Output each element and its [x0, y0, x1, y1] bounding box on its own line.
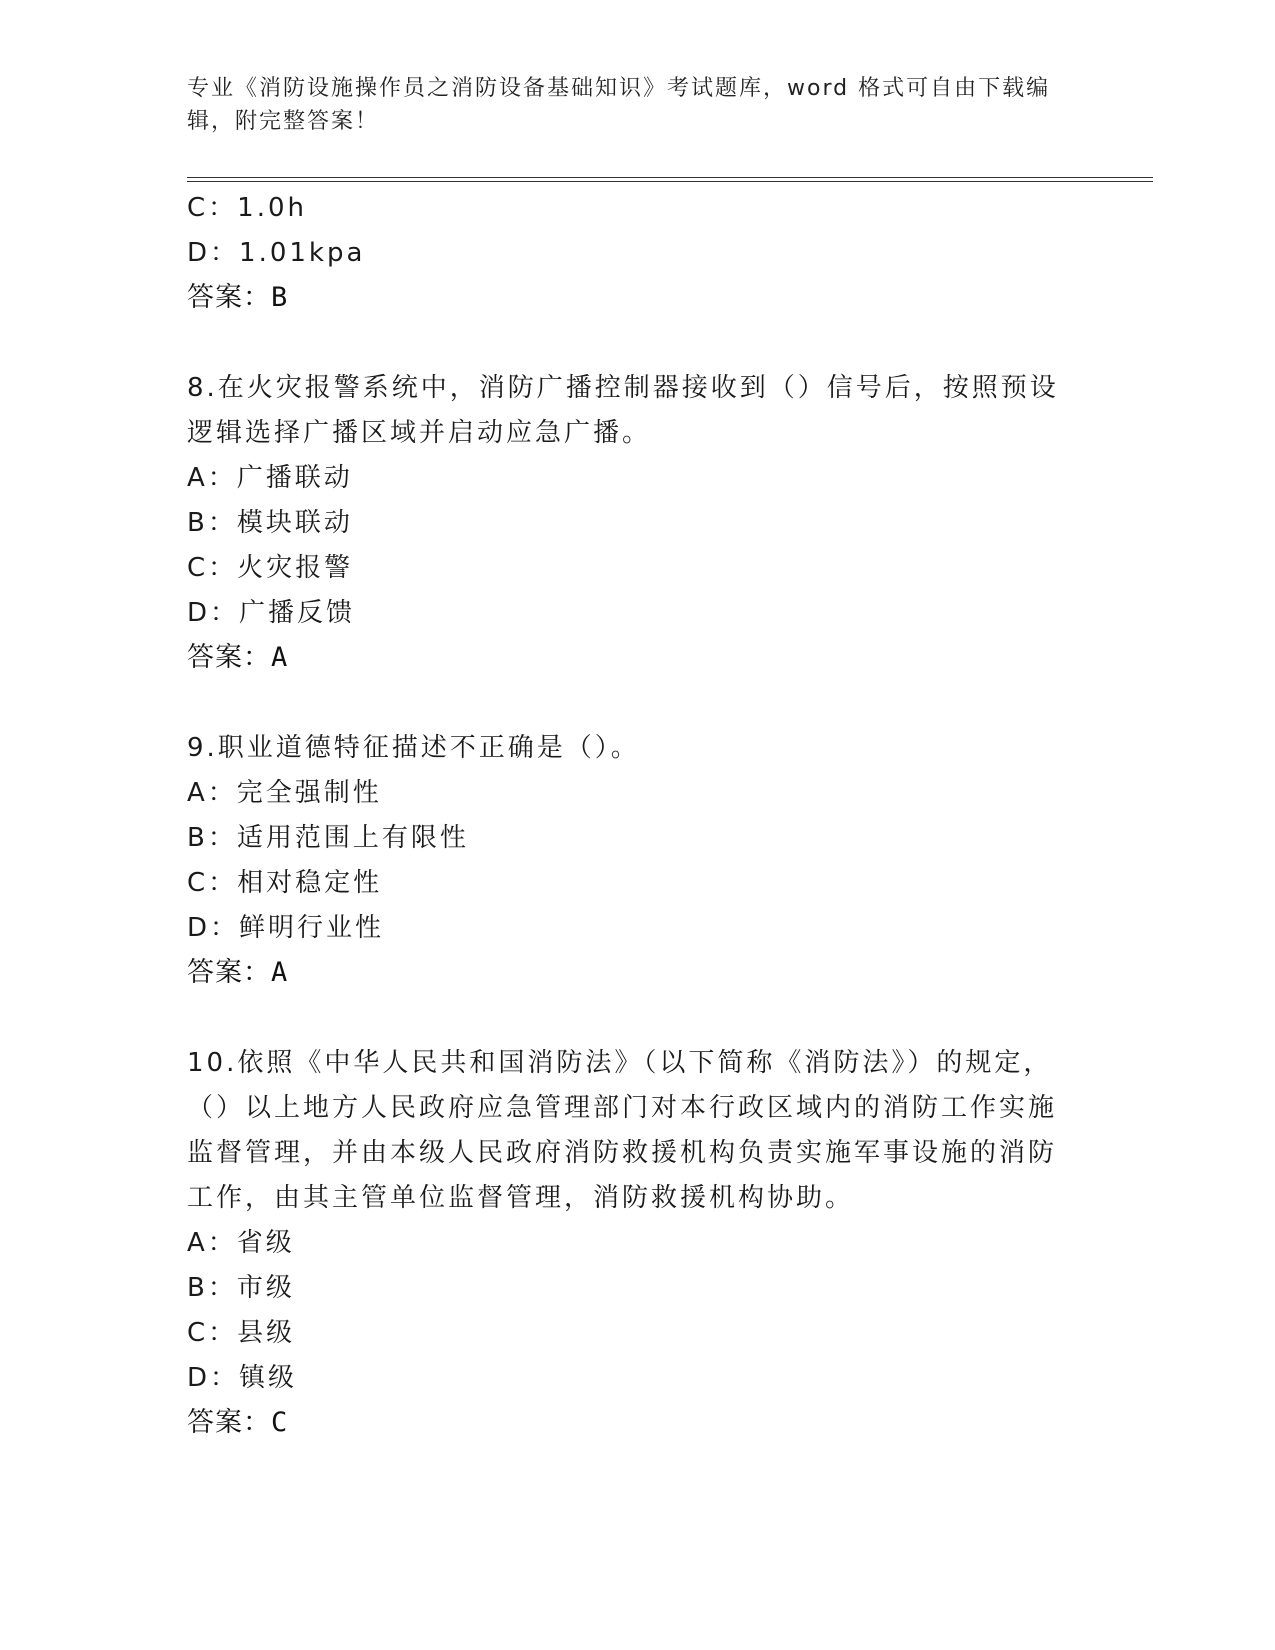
answer-label: 答案： [187, 642, 271, 673]
q9-option-b: B：适用范围上有限性 [187, 823, 469, 853]
q8-stem-line-1: 8.在火灾报警系统中，消防广播控制器接收到（）信号后，按照预设 [187, 373, 1059, 403]
q8-answer [187, 643, 288, 673]
q10-stem-line-3: 监督管理，并由本级人民政府消防救援机构负责实施军事设施的消防 [187, 1138, 1058, 1168]
q9-option-c: C：相对稳定性 [187, 868, 383, 898]
q10-stem-line-4: 工作，由其主管单位监督管理，消防救援机构协助。 [187, 1183, 855, 1213]
q7-option-c: C：1.0h [187, 193, 307, 223]
answer-label: 答案： [187, 1407, 271, 1438]
header-line-2: 辑，附完整答案！ [187, 109, 380, 134]
q8-option-a: A：广播联动 [187, 463, 353, 493]
answer-value: C [271, 1407, 289, 1438]
q10-answer [187, 1408, 288, 1438]
q9-option-d: D：鲜明行业性 [187, 913, 385, 943]
q10-option-c: C：县级 [187, 1318, 296, 1348]
answer-value: B [271, 282, 289, 313]
q9-stem-line-1: 9.职业道德特征描述不正确是（）。 [187, 733, 640, 763]
q10-option-b: B：市级 [187, 1273, 295, 1303]
q10-stem-line-2: （）以上地方人民政府应急管理部门对本行政区域内的消防工作实施 [187, 1093, 1058, 1123]
q9-answer [187, 958, 288, 988]
q10-option-d: D：镇级 [187, 1363, 298, 1393]
answer-label: 答案： [187, 282, 271, 313]
q8-option-d: D：广播反馈 [187, 598, 356, 628]
q8-stem-line-2: 逻辑选择广播区域并启动应急广播。 [187, 418, 652, 448]
answer-value: A [271, 642, 289, 673]
q7-answer [187, 283, 288, 313]
header-divider-bottom [187, 181, 1153, 182]
header-line-1: 专业《消防设施操作员之消防设备基础知识》考试题库，word 格式可自由下载编 [187, 76, 1051, 101]
q8-option-b: B：模块联动 [187, 508, 353, 538]
q8-option-c: C：火灾报警 [187, 553, 354, 583]
q10-stem-line-1: 10.依照《中华人民共和国消防法》（以下简称《消防法》）的规定， [187, 1048, 1053, 1078]
answer-label: 答案： [187, 957, 271, 988]
document-header [187, 72, 1067, 138]
answer-value: A [271, 957, 289, 988]
q10-option-a: A：省级 [187, 1228, 295, 1258]
header-divider-top [187, 177, 1153, 178]
q7-option-d: D：1.01kpa [187, 238, 366, 268]
q9-option-a: A：完全强制性 [187, 778, 382, 808]
